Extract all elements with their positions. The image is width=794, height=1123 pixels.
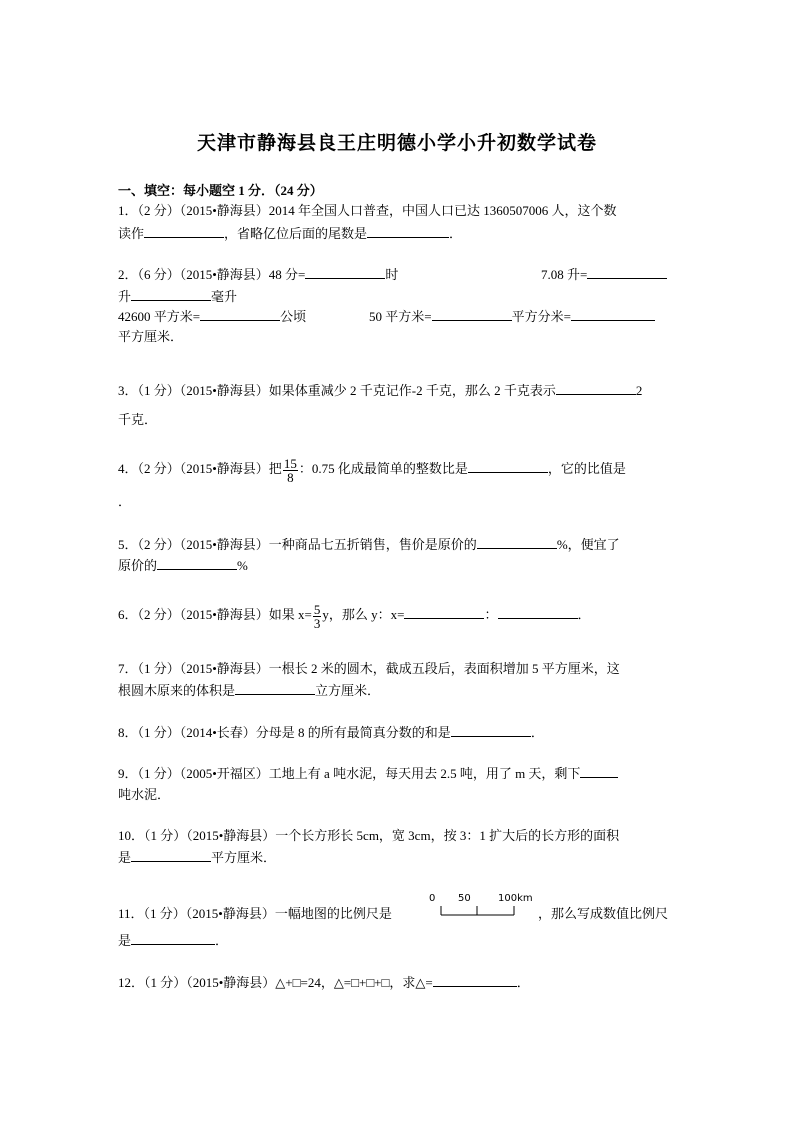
question-2-line-3b <box>369 308 655 325</box>
q2-text-8: 50 平方米= <box>369 309 432 324</box>
answer-blank[interactable] <box>556 382 636 395</box>
q5-text-4: % <box>237 558 248 573</box>
q2-text-9: 平方分米= <box>511 309 571 324</box>
answer-blank[interactable] <box>200 308 280 321</box>
q5-text-3: 原价的 <box>118 558 158 573</box>
answer-blank[interactable] <box>468 460 548 473</box>
q12-text-1: 12．（1 分）（2015•静海县）△+□=24，△=□+□+□，求△= <box>118 975 433 990</box>
scale-bar-icon <box>429 893 541 919</box>
q1-text-1: 读作 <box>118 226 145 241</box>
answer-blank[interactable] <box>433 974 517 987</box>
answer-blank[interactable] <box>587 266 667 279</box>
question-9-line-2: 吨水泥． <box>118 787 171 802</box>
question-2-line-1b <box>541 266 667 283</box>
question-2-line-1 <box>118 266 398 283</box>
answer-blank[interactable] <box>571 308 655 321</box>
map-scale-bar <box>429 893 541 919</box>
q7-text-1: 根圆木原来的体积是 <box>118 683 236 698</box>
page-title: 天津市静海县良王庄明德小学小升初数学试卷 <box>196 133 597 154</box>
q2-text-6: 42600 平方米= <box>118 309 201 324</box>
q5-text-2: %，便宜了 <box>556 537 620 552</box>
question-11-line-1a: 11．（1 分）（2015•静海县）一幅地图的比例尺是 <box>118 906 392 921</box>
answer-blank[interactable] <box>131 849 211 862</box>
answer-blank[interactable] <box>451 724 531 737</box>
question-4-line-2: ． <box>118 494 132 509</box>
fraction <box>283 457 298 484</box>
q11-text-2: ． <box>215 933 229 948</box>
question-2-line-3 <box>118 308 306 325</box>
answer-blank[interactable] <box>157 557 237 570</box>
answer-blank[interactable] <box>131 932 215 945</box>
q7-text-2: 立方厘米． <box>315 683 381 698</box>
answer-blank[interactable] <box>477 536 557 549</box>
answer-blank[interactable] <box>144 225 224 238</box>
q2-text-5: 毫升 <box>211 289 238 304</box>
q12-text-2: ． <box>516 975 530 990</box>
question-7-line-2 <box>118 682 380 699</box>
q6-text-1: 6．（2 分）（2015•静海县）如果 x= <box>118 607 312 622</box>
question-9-line-1 <box>118 765 618 782</box>
question-2-line-2 <box>118 288 237 305</box>
q2-text-4: 升 <box>118 289 132 304</box>
q1-text-3: ． <box>449 226 463 241</box>
q4-text-3: ，它的比值是 <box>547 461 626 476</box>
question-2-line-4: 平方厘米． <box>118 329 184 344</box>
q2-text-1: 2．（6 分）（2015•静海县）48 分= <box>118 267 306 282</box>
question-5-line-2 <box>118 557 248 574</box>
question-1-line-2 <box>118 225 462 242</box>
section-heading: 一、填空：每小题空 1 分．（24 分） <box>118 183 323 198</box>
q10-text-1: 是 <box>118 850 132 865</box>
question-12-line-1 <box>118 974 530 991</box>
answer-blank[interactable] <box>432 308 512 321</box>
question-4-line-1 <box>118 454 626 484</box>
answer-blank[interactable] <box>131 288 211 301</box>
q6-text-3: ： <box>484 607 498 622</box>
scale-label-100km: 100km <box>498 893 533 904</box>
q8-text-1: 8．（1 分）（2014•长春）分母是 8 的所有最简真分数的和是 <box>118 725 451 740</box>
q6-text-2: y，那么 y：x= <box>322 607 405 622</box>
question-10-line-2 <box>118 849 276 866</box>
fraction-denominator: 3 <box>313 615 321 631</box>
question-3-line-1 <box>118 382 642 399</box>
answer-blank[interactable] <box>305 266 385 279</box>
answer-blank[interactable] <box>404 606 484 619</box>
answer-blank[interactable] <box>367 225 449 238</box>
question-11-line-2 <box>118 932 228 949</box>
q10-text-2: 平方厘米． <box>211 850 277 865</box>
question-7-line-1: 7．（1 分）（2015•静海县）一根长 2 米的圆木，截成五段后，表面积增加 5 平方厘米，这 <box>118 661 620 676</box>
question-1-line-1: 1．（2 分）（2015•静海县）2014 年全国人口普查，中国人口已达 1360507006 人，这个数 <box>118 203 617 218</box>
scale-label-50: 50 <box>458 893 471 904</box>
q2-text-3: 7.08 升= <box>541 267 588 282</box>
question-3-line-2: 千克． <box>118 412 158 427</box>
q8-text-2: ． <box>530 725 544 740</box>
q11-text-1: 是 <box>118 933 132 948</box>
q4-text-1: 4．（2 分）（2015•静海县）把 <box>118 461 282 476</box>
fraction-denominator: 8 <box>287 469 294 485</box>
q4-text-2: ：0.75 化成最简单的整数比是 <box>298 461 468 476</box>
q2-text-7: 公顷 <box>280 309 307 324</box>
q2-text-2: 时 <box>385 267 399 282</box>
fraction-numerator: 15 <box>283 455 297 471</box>
q9-text-1: 9．（1 分）（2005•开福区）工地上有 a 吨水泥，每天用去 2.5 吨，用了 m 天，剩下 <box>118 766 581 781</box>
fraction-numerator: 5 <box>313 601 321 617</box>
q6-text-4: ． <box>577 607 591 622</box>
question-5-line-1 <box>118 536 620 553</box>
scale-label-0: 0 <box>429 893 436 904</box>
q1-text-2: ，省略亿位后面的尾数是 <box>224 226 368 241</box>
q3-text-1: 3．（1 分）（2015•静海县）如果体重减少 2 千克记作-2 千克，那么 2 千克表示 <box>118 383 556 398</box>
answer-blank[interactable] <box>235 682 315 695</box>
question-8-line-1 <box>118 724 544 741</box>
question-11-line-1b: ，那么写成数值比例尺 <box>538 906 669 921</box>
q3-text-2: 2 <box>635 383 643 398</box>
answer-blank[interactable] <box>580 765 618 778</box>
question-6-line-1 <box>118 600 591 630</box>
fraction <box>313 603 322 630</box>
q5-text-1: 5．（2 分）（2015•静海县）一种商品七五折销售，售价是原价的 <box>118 537 477 552</box>
question-10-line-1: 10．（1 分）（2015•静海县）一个长方形长 5cm，宽 3cm，按 3：1 扩大后的长方形的面积 <box>118 828 620 843</box>
answer-blank[interactable] <box>498 606 578 619</box>
